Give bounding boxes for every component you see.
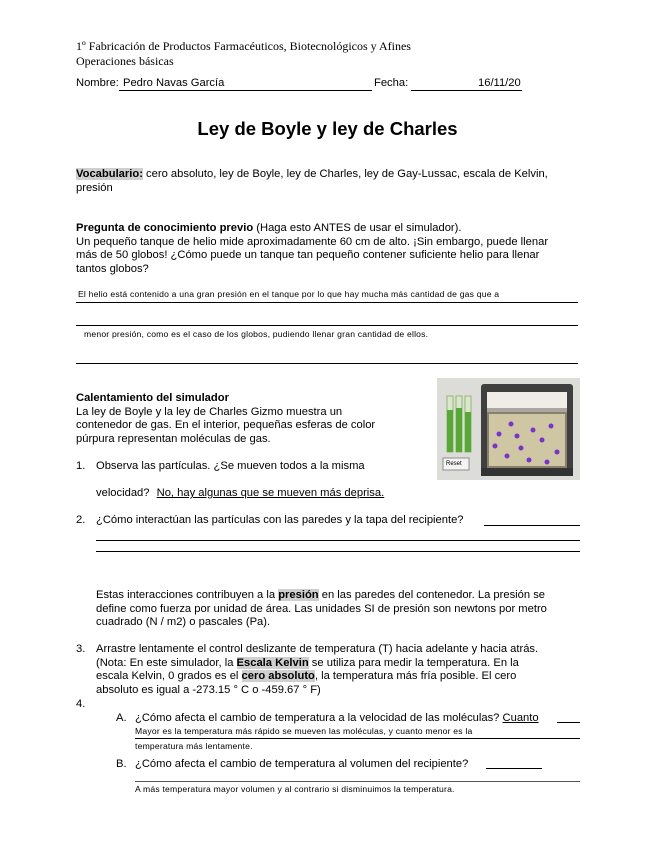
q3-text bbox=[96, 643, 586, 697]
pressure-line: cuadrado (N / m2) o pascales (Pa). bbox=[96, 616, 271, 628]
prior-text-line: Un pequeño tanque de helio mide aproximadamente 60 cm de alto. ¡Sin embargo, puede llenar bbox=[76, 235, 549, 248]
vocab-terms: cero absoluto, ley de Boyle, ley de Charles, ley de Gay-Lussac, escala de Kelvin, bbox=[142, 168, 548, 180]
reset-button-label: Reset bbox=[446, 461, 462, 467]
q4-number: 4. bbox=[76, 698, 86, 710]
name-label: Nombre: bbox=[76, 77, 119, 89]
answer-rule bbox=[76, 325, 578, 326]
q2-number: 2. bbox=[76, 514, 86, 526]
q3-line2-post: se utiliza para medir la temperatura. En la bbox=[308, 656, 519, 669]
prior-text-line: más de 50 globos! ¿Cómo puede un tanque tan pequeño contener suficiente helio para llenar bbox=[76, 249, 540, 261]
vocabulary bbox=[76, 168, 596, 195]
warmup-text-line: púrpura representan moléculas de gas. bbox=[76, 432, 271, 445]
date-value: 16/11/20 bbox=[478, 77, 521, 89]
kelvin-scale-term: Escala Kelvin bbox=[236, 656, 309, 669]
pressure-line: define como fuerza por unidad de área. Las unidades SI de presión son newtons por metro bbox=[96, 602, 547, 615]
q3-line3-pre: escala Kelvin, 0 grados es el bbox=[96, 670, 242, 682]
q3-line: Arrastre lentamente el control deslizante de temperatura (T) hacia adelante y hacia atrás. bbox=[96, 643, 539, 655]
vocab-label: Vocabulario: bbox=[76, 168, 143, 180]
simulator-image bbox=[437, 378, 580, 480]
subject-line: Operaciones básicas bbox=[76, 54, 174, 68]
pressure-term: presión bbox=[278, 589, 319, 601]
q4b-question: ¿Cómo afecta el cambio de temperatura al volumen del recipiente? bbox=[135, 758, 469, 770]
q4b-answer: A más temperatura mayor volumen y al contrario si disminuimos la temperatura. bbox=[135, 784, 455, 794]
pressure-note bbox=[96, 589, 586, 630]
q3-number: 3. bbox=[76, 643, 86, 655]
warmup-text-line: La ley de Boyle y la ley de Charles Gizmo muestra un bbox=[76, 405, 343, 418]
answer-rule bbox=[96, 551, 580, 552]
answer-rule bbox=[76, 363, 578, 364]
q3-line: absoluto es igual a -273.15 ° C o -459.67 ° F) bbox=[96, 683, 321, 696]
warmup-text-line: contenedor de gas. En el interior, pequeñas esferas de color bbox=[76, 419, 376, 431]
answer-rule bbox=[76, 302, 578, 303]
prior-text-line: tantos globos? bbox=[76, 262, 149, 275]
q3-line3-post: , la temperatura más fría posible. El cero bbox=[314, 670, 517, 682]
q1-number: 1. bbox=[76, 460, 86, 472]
answer-rule bbox=[135, 781, 580, 782]
absolute-zero-term: cero absoluto bbox=[241, 670, 315, 682]
prior-heading: Pregunta de conocimiento previo bbox=[76, 222, 254, 234]
prior-answer-line-2: menor presión, como es el caso de los globos, pudiendo llenar gran cantidad de ellos. bbox=[84, 329, 429, 339]
prior-answer-line-1: El helio está contenido a una gran presión en el tanque por lo que hay mucha más cantidad de gas que a bbox=[78, 289, 500, 299]
q4a-answer-line-2: temperatura más lentamente. bbox=[135, 741, 253, 751]
pressure-pre: Estas interacciones contribuyen a la bbox=[96, 589, 279, 601]
q1-text-velocidad: velocidad? bbox=[96, 487, 150, 499]
q1-answer: No, hay algunas que se mueven más deprisa. bbox=[156, 487, 385, 499]
answer-rule bbox=[557, 722, 580, 723]
answer-rule bbox=[484, 525, 580, 526]
course-header bbox=[76, 39, 411, 69]
q3-line2-pre: (Nota: En este simulador, la bbox=[96, 656, 237, 669]
q4a-question-text: ¿Cómo afecta el cambio de temperatura a la velocidad de las moléculas? bbox=[135, 712, 500, 724]
page-title: Ley de Boyle y ley de Charles bbox=[197, 118, 458, 139]
answer-rule bbox=[486, 768, 542, 769]
course-line: 1º Fabricación de Productos Farmacéuticos, Biotecnológicos y Afines bbox=[76, 39, 411, 53]
pressure-post: en las paredes del contenedor. La presión se bbox=[318, 589, 546, 601]
q4a-answer-line-1: Mayor es la temperatura más rápido se mueven las moléculas, y cuanto menor es la bbox=[135, 726, 473, 736]
q1-text: Observa las partículas. ¿Se mueven todos a la misma bbox=[96, 460, 365, 472]
answer-rule bbox=[135, 738, 580, 739]
name-value: Pedro Navas García bbox=[123, 77, 225, 89]
vocab-terms-cont: presión bbox=[76, 181, 113, 194]
q4a-question bbox=[135, 712, 539, 726]
date-underline bbox=[411, 90, 522, 91]
prior-knowledge bbox=[76, 222, 596, 276]
q1-text-cont bbox=[96, 487, 384, 501]
answer-rule bbox=[96, 540, 580, 541]
name-underline bbox=[119, 90, 372, 91]
q4b-label: B. bbox=[116, 758, 127, 770]
warmup-section bbox=[76, 392, 416, 446]
date-label: Fecha: bbox=[374, 77, 409, 89]
q2-text: ¿Cómo interactúan las partículas con las paredes y la tapa del recipiente? bbox=[96, 514, 464, 526]
prior-heading-note: (Haga esto ANTES de usar el simulador). bbox=[253, 222, 462, 234]
warmup-heading: Calentamiento del simulador bbox=[76, 392, 229, 404]
q4a-label: A. bbox=[116, 712, 127, 724]
q4a-answer-start: Cuanto bbox=[502, 712, 539, 724]
